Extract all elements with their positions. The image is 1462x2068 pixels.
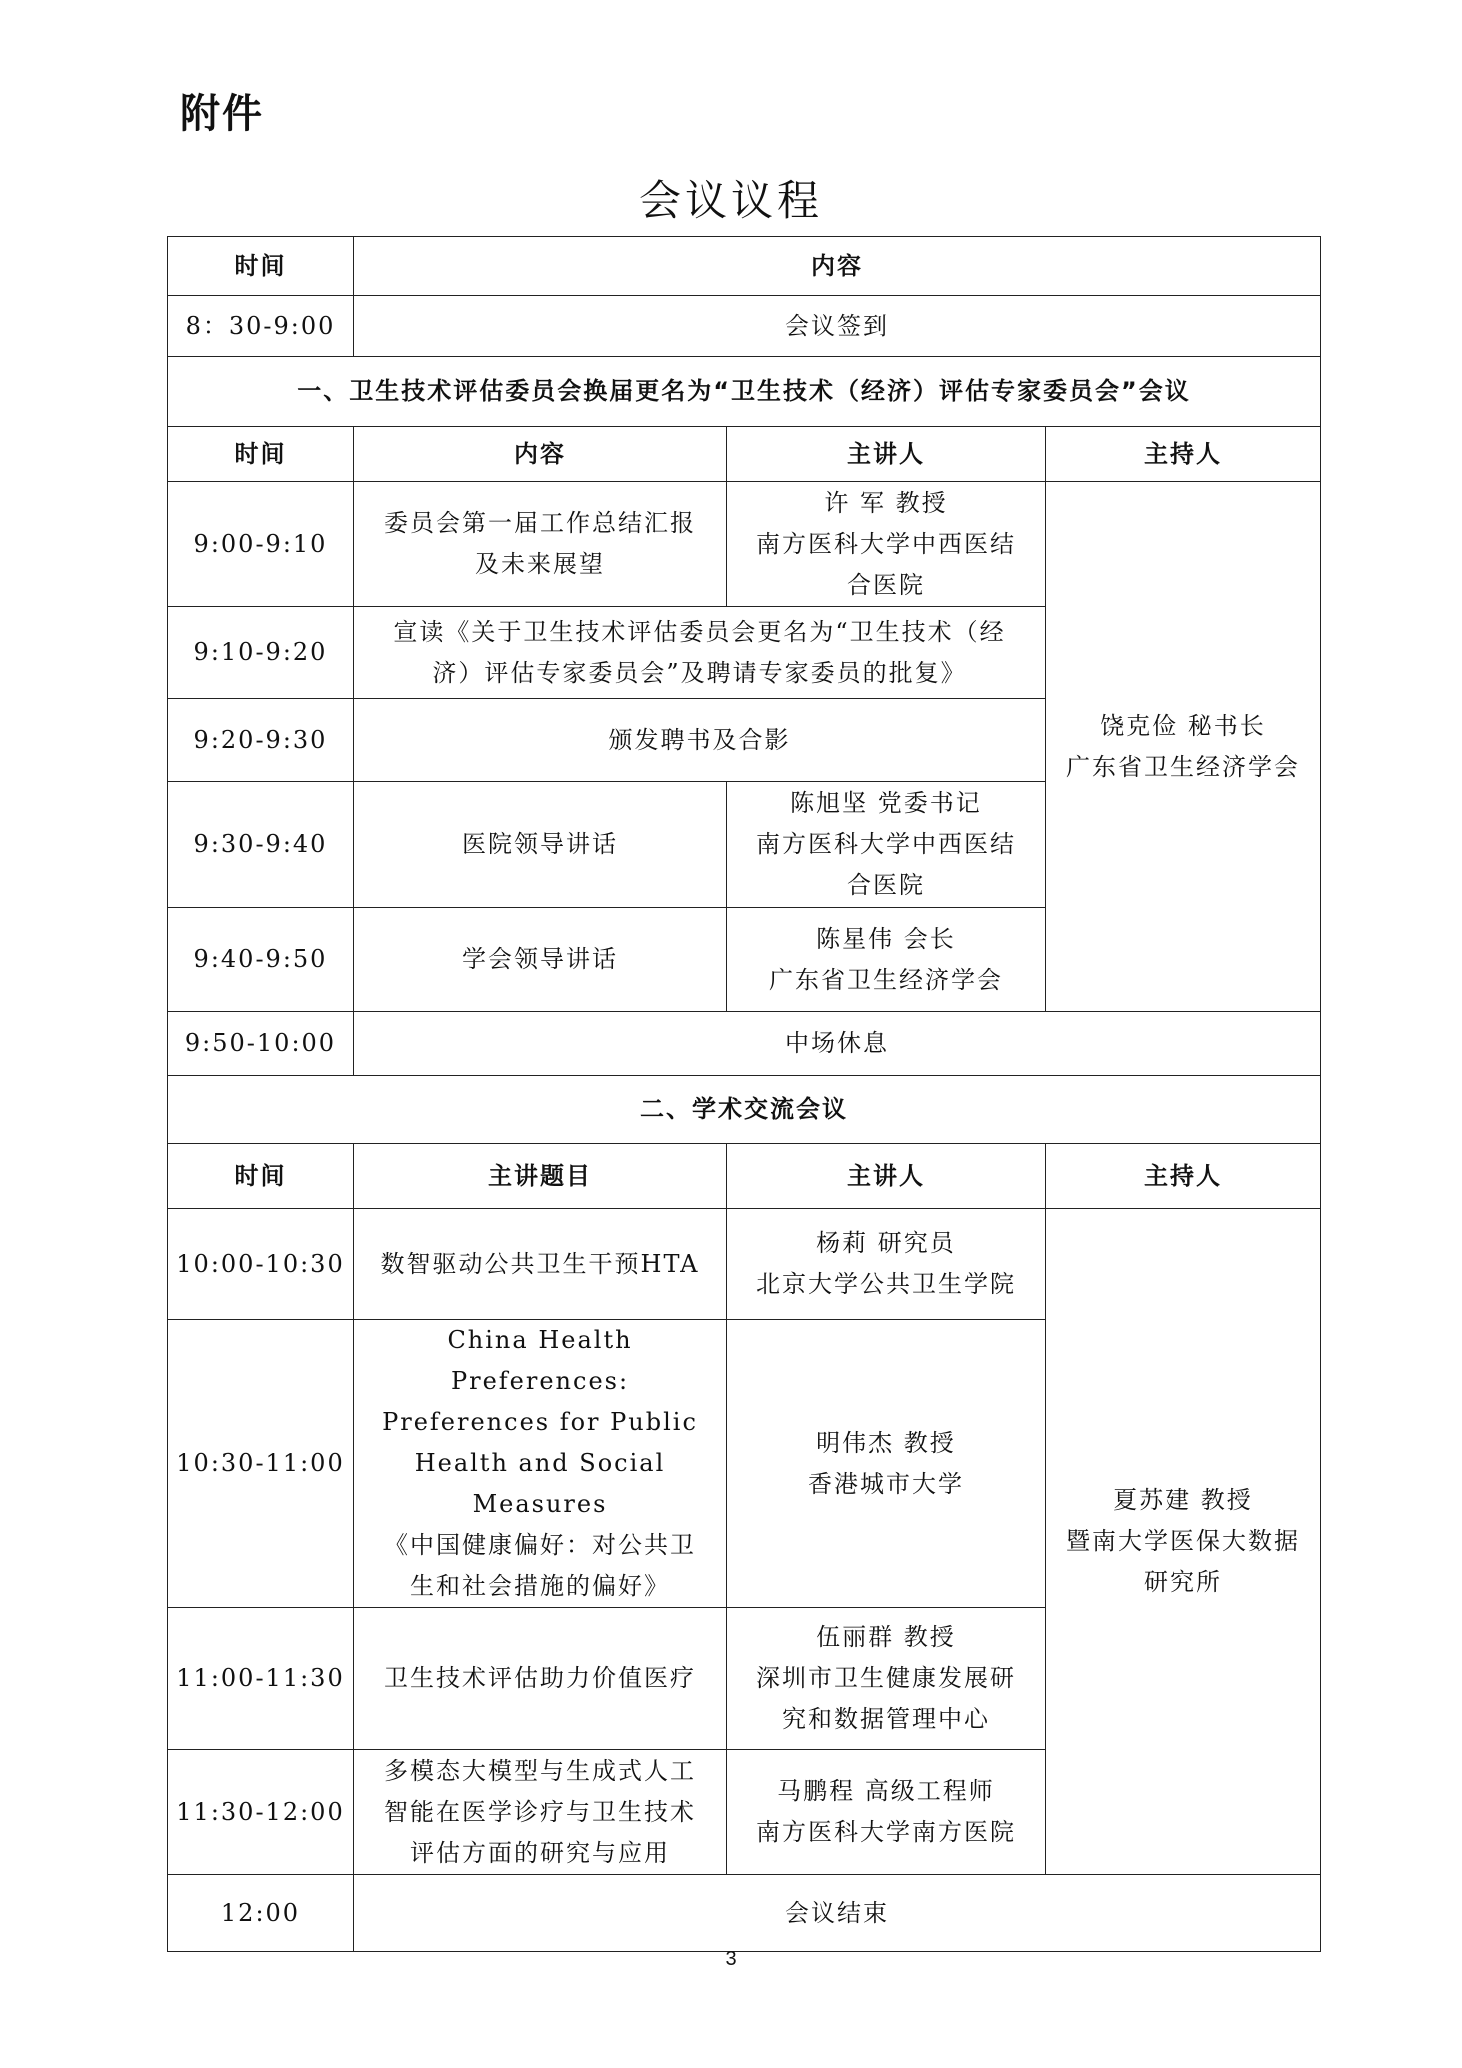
signin-time: 8：30-9:00 xyxy=(168,296,354,357)
row-topic xyxy=(354,1608,727,1750)
content-line: 学会领导讲话 xyxy=(462,945,618,973)
topic-line: 智能在医学诊疗与卫生技术 xyxy=(384,1797,696,1826)
row-content xyxy=(354,908,727,1012)
row-time: 9:40-9:50 xyxy=(168,908,354,1012)
content-line: 宣读《关于卫生技术评估委员会更名为“卫生技术（经 xyxy=(393,617,1006,646)
end-time: 12:00 xyxy=(168,1875,354,1952)
row-time: 9:10-9:20 xyxy=(168,607,354,699)
speaker-line: 究和数据管理中心 xyxy=(782,1705,990,1733)
row-time: 11:00-11:30 xyxy=(168,1608,354,1750)
s1-col-time: 时间 xyxy=(168,427,354,482)
speaker-line: 伍丽群 教授 xyxy=(816,1623,956,1651)
topic-line: 多模态大模型与生成式人工 xyxy=(384,1756,696,1785)
section2-header-row xyxy=(168,1144,1321,1209)
s2-col-host: 主持人 xyxy=(1046,1144,1321,1209)
row-speaker xyxy=(727,782,1046,908)
header-content: 内容 xyxy=(354,237,1321,296)
s2-col-time: 时间 xyxy=(168,1144,354,1209)
topic-line: China Health Preferences: xyxy=(447,1326,633,1395)
s2-col-topic: 主讲题目 xyxy=(354,1144,727,1209)
row-time: 10:00-10:30 xyxy=(168,1209,354,1320)
content-line: 济）评估专家委员会”及聘请专家委员的批复》 xyxy=(432,658,967,687)
topic-line: Preferences for Public xyxy=(382,1408,698,1436)
row-content xyxy=(354,607,1046,699)
s1-col-host: 主持人 xyxy=(1046,427,1321,482)
section2-host xyxy=(1046,1209,1321,1875)
speaker-line: 南方医科大学中西医结 xyxy=(756,529,1016,558)
row-time: 9:00-9:10 xyxy=(168,482,354,607)
row-topic xyxy=(354,1750,727,1875)
s1-col-speaker: 主讲人 xyxy=(727,427,1046,482)
content-line: 及未来展望 xyxy=(475,550,605,578)
host-line: 暨南大学医保大数据 xyxy=(1066,1527,1300,1555)
s1-col-content: 内容 xyxy=(354,427,727,482)
row-speaker xyxy=(727,908,1046,1012)
break-content: 中场休息 xyxy=(354,1012,1321,1076)
section1-title: 一、卫生技术评估委员会换届更名为“卫生技术（经济）评估专家委员会”会议 xyxy=(168,357,1321,427)
row-time: 9:30-9:40 xyxy=(168,782,354,908)
row-speaker xyxy=(727,1209,1046,1320)
row-topic xyxy=(354,1209,727,1320)
break-row xyxy=(168,1012,1321,1076)
speaker-line: 深圳市卫生健康发展研 xyxy=(756,1664,1016,1692)
break-time: 9:50-10:00 xyxy=(168,1012,354,1076)
section2-title: 二、学术交流会议 xyxy=(168,1076,1321,1144)
header-time: 时间 xyxy=(168,237,354,296)
host-line: 研究所 xyxy=(1144,1568,1222,1596)
row-content xyxy=(354,482,727,607)
speaker-line: 杨莉 研究员 xyxy=(816,1229,956,1257)
speaker-line: 南方医科大学中西医结 xyxy=(756,830,1016,858)
signin-content: 会议签到 xyxy=(354,296,1321,357)
topic-line: 生和社会措施的偏好》 xyxy=(410,1572,670,1600)
s2-col-speaker: 主讲人 xyxy=(727,1144,1046,1209)
row-speaker xyxy=(727,482,1046,607)
agenda-table xyxy=(167,236,1321,1952)
row-time: 9:20-9:30 xyxy=(168,699,354,782)
speaker-line: 许 军 教授 xyxy=(824,488,948,517)
content-line: 委员会第一届工作总结汇报 xyxy=(384,509,696,537)
page-number: 3 xyxy=(725,1948,737,1970)
host-line: 饶克俭 秘书长 xyxy=(1100,711,1266,740)
row-topic xyxy=(354,1320,727,1608)
speaker-line: 陈旭坚 党委书记 xyxy=(790,789,982,817)
speaker-line: 合医院 xyxy=(847,570,925,599)
section2-row xyxy=(168,1076,1321,1144)
header-row xyxy=(168,237,1321,296)
page-title: 会议议程 xyxy=(638,176,823,225)
speaker-line: 广东省卫生经济学会 xyxy=(769,965,1003,994)
row-speaker xyxy=(727,1608,1046,1750)
speaker-line: 合医院 xyxy=(847,871,925,899)
speaker-line: 香港城市大学 xyxy=(808,1469,964,1498)
speaker-line: 北京大学公共卫生学院 xyxy=(756,1270,1016,1298)
section1-row xyxy=(168,357,1321,427)
row-content xyxy=(354,782,727,908)
attachment-label: 附件 xyxy=(180,91,264,137)
speaker-line: 马鹏程 高级工程师 xyxy=(777,1777,995,1805)
row-content xyxy=(354,699,1046,782)
speaker-line: 明伟杰 教授 xyxy=(816,1428,956,1457)
host-line: 广东省卫生经济学会 xyxy=(1066,752,1300,781)
row-time: 10:30-11:00 xyxy=(168,1320,354,1608)
topic-line: 《中国健康偏好：对公共卫 xyxy=(384,1531,696,1559)
signin-row xyxy=(168,296,1321,357)
host-line: 夏苏建 教授 xyxy=(1113,1486,1253,1514)
speaker-line: 南方医科大学南方医院 xyxy=(756,1818,1016,1846)
row-speaker xyxy=(727,1320,1046,1608)
content-line: 颁发聘书及合影 xyxy=(608,725,791,754)
section1-host xyxy=(1046,482,1321,1012)
topic-line: 评估方面的研究与应用 xyxy=(410,1838,670,1867)
topic-line: 数智驱动公共卫生干预HTA xyxy=(380,1249,700,1278)
speaker-line: 陈星伟 会长 xyxy=(816,924,956,953)
content-line: 医院领导讲话 xyxy=(462,830,618,858)
row-time: 11:30-12:00 xyxy=(168,1750,354,1875)
row-speaker xyxy=(727,1750,1046,1875)
topic-line: 卫生技术评估助力价值医疗 xyxy=(384,1664,696,1692)
end-content: 会议结束 xyxy=(354,1875,1321,1952)
section1-header-row xyxy=(168,427,1321,482)
table-row xyxy=(168,1209,1321,1320)
end-row xyxy=(168,1875,1321,1952)
topic-line: Health and Social Measures xyxy=(414,1449,666,1518)
table-row xyxy=(168,482,1321,607)
